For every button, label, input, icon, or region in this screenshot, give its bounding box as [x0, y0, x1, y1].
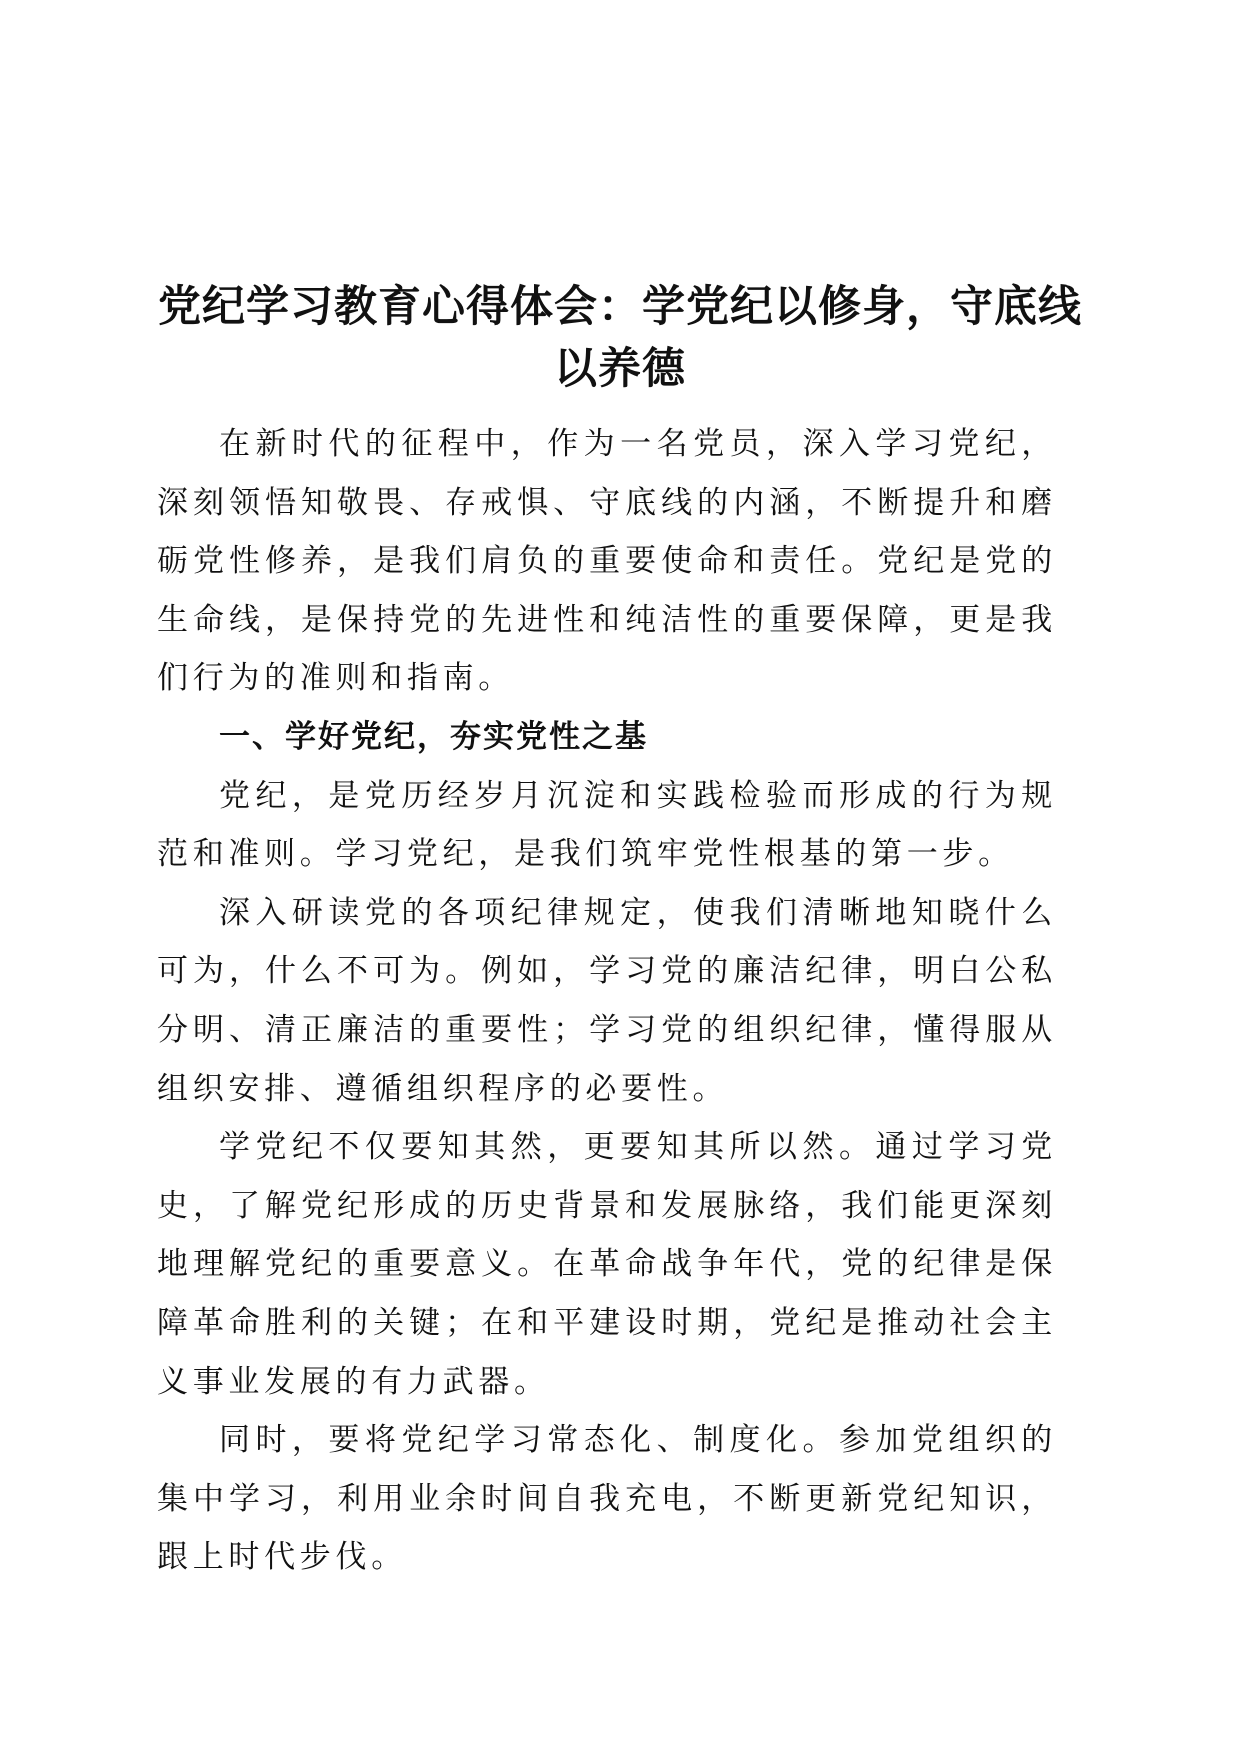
- document-title: 党纪学习教育心得体会：学党纪以修身，守底线以养德: [158, 282, 1082, 394]
- body-paragraph: 学党纪不仅要知其然，更要知其所以然。通过学习党史，了解党纪形成的历史背景和发展脉络，我们能更深刻地理解党纪的重要意义。在革命战争年代，党的纪律是保障革命胜利的关键；在和平建设时期，党纪是推动社会主义事业发展的有力武器。: [157, 1129, 1057, 1400]
- body-paragraph: 深入研读党的各项纪律规定，使我们清晰地知晓什么可为，什么不可为。例如，学习党的廉洁纪律，明白公私分明、清正廉洁的重要性；学习党的组织纪律，懂得服从组织安排、遵循组织程序的必要性。: [157, 894, 1057, 1107]
- body-paragraph: 党纪，是党历经岁月沉淀和实践检验而形成的行为规范和准则。学习党纪，是我们筑牢党性根基的第一步。: [157, 777, 1057, 873]
- intro-paragraph: 在新时代的征程中，作为一名党员，深入学习党纪，深刻领悟知敬畏、存戒惧、守底线的内涵，不断提升和磨砺党性修养，是我们肩负的重要使命和责任。党纪是党的生命线，是保持党的先进性和纯洁性的重要保障，更是我们行为的准则和指南。: [157, 426, 1057, 697]
- body-paragraph: 同时，要将党纪学习常态化、制度化。参加党组织的集中学习，利用业余时间自我充电，不断更新党纪知识，跟上时代步伐。: [157, 1422, 1057, 1576]
- section-heading: 一、学好党纪，夯实党性之基: [219, 718, 648, 755]
- document-body: [157, 415, 1057, 1587]
